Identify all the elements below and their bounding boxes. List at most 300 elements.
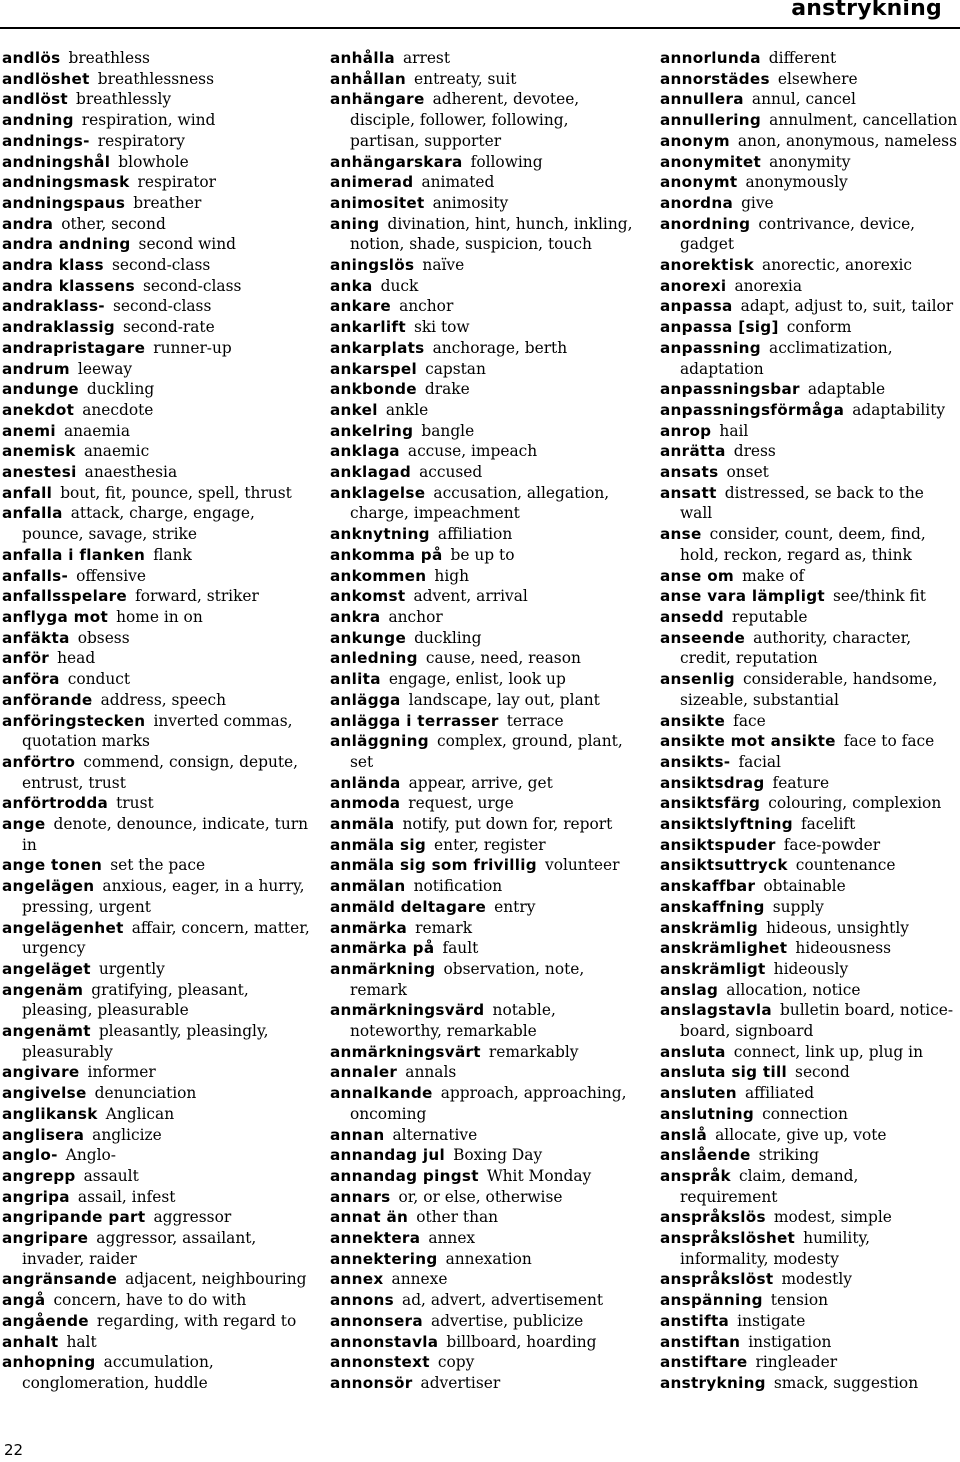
dictionary-entry: [2, 980, 312, 1021]
dictionary-entry: [2, 1269, 312, 1290]
entry-translation: annulment, cancellation: [769, 111, 958, 130]
entry-translation: connect, link up, plug in: [733, 1042, 923, 1061]
dictionary-entry: [330, 421, 640, 442]
dictionary-entry: [330, 379, 640, 400]
dictionary-entry: [2, 503, 312, 544]
dictionary-entry: [660, 193, 958, 214]
entry-headword: angå: [2, 1291, 46, 1310]
entry-translation: pleasantly, pleasingly, pleasurably: [22, 1022, 269, 1061]
entry-translation: striking: [758, 1146, 819, 1165]
entry-headword: anläggning: [330, 732, 429, 751]
entry-translation: smack, suggestion: [773, 1374, 919, 1392]
dictionary-entry: [660, 48, 958, 69]
entry-translation: annals: [405, 1063, 457, 1082]
entry-headword: ankommen: [330, 566, 427, 585]
entry-headword: anse om: [660, 566, 735, 585]
entry-headword: ange: [2, 815, 46, 834]
entry-headword: anmäla: [330, 815, 395, 834]
entry-headword: anlägga i terrasser: [330, 711, 499, 730]
dictionary-entry: [330, 566, 640, 587]
entry-headword: anlända: [330, 773, 401, 792]
dictionary-entry: [660, 773, 958, 794]
entry-headword: ansatt: [660, 483, 717, 502]
entry-headword: ansiktspuder: [660, 835, 776, 854]
dictionary-entry: [330, 897, 640, 918]
entry-headword: andningspaus: [2, 193, 126, 212]
dictionary-entry: [660, 110, 958, 131]
entry-translation: breathlessness: [97, 69, 214, 88]
dictionary-column-1: [2, 48, 312, 1394]
entry-translation: regarding, with regard to: [96, 1311, 297, 1330]
entry-translation: second-class: [143, 276, 242, 295]
entry-translation: commend, consign, depute, entrust, trust: [22, 752, 299, 792]
entry-headword: anskaffning: [660, 897, 765, 916]
entry-headword: anspråkslöshet: [660, 1229, 796, 1248]
entry-headword: ankarspel: [330, 359, 418, 378]
entry-translation: make of: [742, 566, 805, 585]
dictionary-entry: [2, 690, 312, 711]
entry-translation: animated: [421, 173, 495, 192]
entry-headword: anemi: [2, 421, 56, 440]
entry-headword: anstifta: [660, 1311, 730, 1330]
entry-headword: andrapristagare: [2, 338, 146, 357]
dictionary-entry: [2, 214, 312, 235]
entry-headword: andraklass-: [2, 297, 105, 316]
entry-headword: andrum: [2, 359, 70, 378]
entry-headword: anföringstecken: [2, 711, 146, 730]
entry-translation: runner-up: [153, 338, 232, 357]
entry-translation: remarkably: [488, 1042, 579, 1061]
entry-translation: adherent, devotee, disciple, follower, following, partisan, supporter: [350, 90, 580, 150]
entry-headword: ankarlift: [330, 318, 406, 337]
entry-translation: second-rate: [123, 318, 215, 337]
entry-headword: anfalla: [2, 504, 63, 523]
dictionary-entry: [660, 938, 958, 959]
entry-translation: Anglo-: [65, 1146, 117, 1165]
entry-translation: breathless: [68, 49, 150, 67]
entry-headword: ansikte mot ansikte: [660, 732, 836, 751]
entry-translation: advent, arrival: [413, 587, 528, 606]
entry-translation: duck: [380, 276, 419, 295]
dictionary-entry: [660, 338, 958, 379]
dictionary-entry: [330, 1083, 640, 1124]
entry-translation: second: [795, 1063, 850, 1082]
entry-headword: anse: [660, 525, 702, 544]
entry-translation: concern, have to do with: [53, 1291, 247, 1310]
dictionary-entry: [330, 731, 640, 772]
dictionary-entry: [660, 131, 958, 152]
entry-headword: anrätta: [660, 442, 726, 461]
dictionary-entry: [660, 1125, 958, 1146]
dictionary-entry: [2, 110, 312, 131]
entry-translation: consider, count, deem, find, hold, reckon, regard as, think: [680, 525, 926, 564]
entry-translation: other, second: [61, 214, 166, 233]
entry-headword: anonymt: [660, 173, 738, 192]
entry-translation: anchor: [388, 607, 443, 626]
entry-headword: angripande part: [2, 1208, 146, 1227]
entry-headword: animositet: [330, 193, 425, 212]
dictionary-entry: [330, 1249, 640, 1270]
dictionary-entry: [660, 752, 958, 773]
dictionary-entry: [330, 1228, 640, 1249]
entry-headword: anlägga: [330, 690, 401, 709]
dictionary-entry: [2, 1352, 312, 1393]
dictionary-column-2: [330, 48, 640, 1394]
entry-translation: facelift: [800, 815, 856, 834]
dictionary-entry: [660, 1332, 958, 1353]
entry-headword: annandag pingst: [330, 1166, 479, 1185]
entry-translation: tension: [770, 1291, 829, 1310]
dictionary-entry: [2, 359, 312, 380]
dictionary-entry: [2, 462, 312, 483]
entry-headword: angrepp: [2, 1166, 76, 1185]
dictionary-entry: [660, 711, 958, 732]
dictionary-entry: [2, 152, 312, 173]
entry-translation: face-powder: [783, 835, 881, 854]
entry-translation: leeway: [77, 359, 133, 378]
dictionary-entry: [2, 855, 312, 876]
entry-translation: entry: [494, 897, 536, 916]
dictionary-entry: [660, 731, 958, 752]
entry-headword: andningsmask: [2, 173, 130, 192]
dictionary-entry: [330, 214, 640, 255]
entry-translation: humility, informality, modesty: [680, 1229, 871, 1268]
dictionary-entry: [330, 1207, 640, 1228]
entry-translation: connection: [762, 1104, 848, 1123]
dictionary-entry: [660, 1145, 958, 1166]
dictionary-entry: [660, 89, 958, 110]
entry-headword: aningslös: [330, 256, 415, 275]
entry-headword: anhålla: [330, 49, 395, 67]
dictionary-entry: [2, 441, 312, 462]
entry-headword: andunge: [2, 380, 79, 399]
entry-headword: annonstavla: [330, 1332, 439, 1351]
entry-translation: second-class: [112, 297, 212, 316]
entry-headword: anspråkslöst: [660, 1270, 774, 1289]
entry-translation: accusation, allegation, charge, impeachment: [350, 483, 610, 523]
entry-headword: anonym: [660, 131, 730, 150]
entry-headword: annandag jul: [330, 1146, 446, 1165]
entry-translation: anonymity: [769, 152, 851, 171]
dictionary-entry: [330, 483, 640, 524]
entry-translation: adjacent, neighbouring: [125, 1270, 307, 1289]
entry-translation: anaemia: [63, 421, 131, 440]
page-number: 22: [4, 1441, 24, 1459]
entry-translation: capstan: [425, 359, 486, 378]
entry-headword: anspråkslös: [660, 1208, 766, 1227]
dictionary-entry: [2, 379, 312, 400]
entry-translation: hideously: [773, 959, 849, 978]
dictionary-entry: [330, 793, 640, 814]
entry-translation: denunciation: [94, 1084, 197, 1103]
dictionary-entry: [660, 1311, 958, 1332]
dictionary-entry: [660, 1269, 958, 1290]
entry-headword: ansluta: [660, 1042, 726, 1061]
entry-headword: andlöshet: [2, 69, 90, 88]
entry-headword: annaler: [330, 1063, 398, 1082]
dictionary-entry: [330, 276, 640, 297]
dictionary-entry: [2, 276, 312, 297]
dictionary-entry: [660, 814, 958, 835]
entry-headword: anfallsspelare: [2, 587, 128, 606]
entry-headword: anstiftare: [660, 1353, 748, 1372]
entry-translation: hideous, unsightly: [766, 918, 909, 937]
entry-translation: engage, enlist, look up: [388, 670, 566, 689]
entry-headword: annonsör: [330, 1374, 413, 1392]
dictionary-entry: [2, 1125, 312, 1146]
entry-translation: landscape, lay out, plant: [408, 690, 600, 709]
entry-translation: high: [434, 566, 470, 585]
entry-headword: anslutning: [660, 1104, 755, 1123]
entry-headword: anestesi: [2, 463, 77, 482]
dictionary-entry: [330, 48, 640, 69]
entry-headword: ansikts-: [660, 752, 731, 771]
entry-translation: denote, denounce, indicate, turn in: [22, 815, 309, 854]
entry-translation: bulletin board, notice-board, signboard: [680, 1001, 954, 1041]
entry-headword: ankomst: [330, 587, 406, 606]
entry-translation: notify, put down for, report: [402, 815, 613, 834]
entry-translation: breathlessly: [76, 90, 172, 109]
entry-translation: annexation: [445, 1249, 532, 1268]
entry-headword: angående: [2, 1311, 89, 1330]
entry-translation: distressed, se back to the wall: [680, 483, 924, 523]
dictionary-entry: [2, 172, 312, 193]
entry-translation: alternative: [392, 1125, 478, 1144]
entry-headword: andnings-: [2, 131, 90, 150]
entry-headword: anföra: [2, 670, 60, 689]
dictionary-entry: [330, 918, 640, 939]
entry-headword: anskrämligt: [660, 959, 766, 978]
dictionary-entry: [330, 876, 640, 897]
dictionary-entry: [330, 1269, 640, 1290]
dictionary-entry: [330, 1166, 640, 1187]
entry-translation: feature: [772, 773, 830, 792]
dictionary-entry: [2, 1207, 312, 1228]
dictionary-entry: [330, 524, 640, 545]
dictionary-entry: [2, 545, 312, 566]
entry-headword: angelägenhet: [2, 918, 124, 937]
entry-translation: considerable, handsome, sizeable, substantial: [680, 670, 938, 709]
entry-translation: ankle: [385, 400, 429, 419]
dictionary-entry: [330, 690, 640, 711]
entry-headword: anseende: [660, 628, 746, 647]
dictionary-entry: [2, 1228, 312, 1269]
entry-translation: onset: [726, 463, 769, 482]
entry-translation: gratifying, pleasant, pleasing, pleasurable: [22, 980, 249, 1020]
entry-translation: see/think fit: [833, 587, 926, 606]
dictionary-entry: [330, 648, 640, 669]
entry-translation: notable, noteworthy, remarkable: [350, 1001, 556, 1041]
dictionary-entry: [660, 276, 958, 297]
entry-translation: bout, fit, pounce, spell, thrust: [60, 483, 292, 502]
dictionary-entry: [2, 648, 312, 669]
entry-headword: anemisk: [2, 442, 76, 461]
entry-translation: Whit Monday: [486, 1166, 592, 1185]
dictionary-entry: [660, 1373, 958, 1394]
entry-translation: anxious, eager, in a hurry, pressing, urgent: [22, 877, 305, 916]
entry-translation: affiliation: [437, 525, 513, 544]
dictionary-entry: [660, 172, 958, 193]
entry-headword: andra klass: [2, 256, 104, 275]
entry-headword: annars: [330, 1187, 391, 1206]
entry-headword: anpassa: [660, 297, 733, 316]
page-guide-word: anstrykning: [791, 0, 942, 21]
entry-translation: duckling: [86, 380, 155, 399]
entry-translation: entreaty, suit: [414, 69, 517, 88]
entry-translation: authority, character, credit, reputation: [680, 628, 912, 668]
entry-headword: andra andning: [2, 235, 131, 254]
dictionary-entry: [660, 296, 958, 317]
dictionary-entry: [660, 1352, 958, 1373]
entry-headword: andra: [2, 214, 54, 233]
entry-translation: second wind: [138, 235, 236, 254]
dictionary-entry: [330, 400, 640, 421]
entry-translation: copy: [437, 1353, 475, 1372]
dictionary-entry: [2, 669, 312, 690]
dictionary-column-3: [660, 48, 958, 1394]
entry-translation: head: [57, 649, 96, 668]
dictionary-entry: [660, 317, 958, 338]
dictionary-entry: [330, 152, 640, 173]
dictionary-entry: [660, 462, 958, 483]
entry-headword: anse vara lämpligt: [660, 587, 825, 606]
entry-translation: offensive: [76, 566, 146, 585]
dictionary-entry: [660, 1104, 958, 1125]
entry-headword: anslagstavla: [660, 1001, 772, 1020]
entry-translation: allocation, notice: [726, 980, 861, 999]
entry-headword: anmälan: [330, 877, 406, 896]
entry-translation: facial: [738, 752, 781, 771]
entry-translation: flank: [153, 545, 192, 564]
entry-headword: ankunge: [330, 628, 407, 647]
entry-headword: anpassningsbar: [660, 380, 800, 399]
entry-headword: andlös: [2, 49, 61, 67]
dictionary-entry: [2, 1311, 312, 1332]
entry-headword: anhalt: [2, 1332, 59, 1351]
entry-translation: adaptability: [852, 400, 946, 419]
dictionary-entry: [330, 773, 640, 794]
entry-headword: anstrykning: [660, 1374, 766, 1392]
entry-headword: anfalla i flanken: [2, 545, 146, 564]
entry-translation: obsess: [77, 628, 130, 647]
header-rule: [0, 27, 960, 29]
entry-headword: ansluta sig till: [660, 1063, 787, 1082]
entry-translation: reputable: [732, 607, 808, 626]
entry-translation: be up to: [450, 545, 515, 564]
entry-headword: ankbonde: [330, 380, 417, 399]
entry-translation: anaesthesia: [84, 463, 178, 482]
dictionary-entry: [330, 586, 640, 607]
dictionary-entry: [330, 1125, 640, 1146]
entry-translation: adapt, adjust to, suit, tailor: [740, 297, 954, 316]
entry-translation: forward, striker: [135, 587, 259, 606]
dictionary-entry: [330, 296, 640, 317]
dictionary-entry: [2, 317, 312, 338]
entry-headword: ankare: [330, 297, 392, 316]
dictionary-entry: [660, 586, 958, 607]
entry-translation: request, urge: [408, 794, 514, 813]
dictionary-entry: [2, 193, 312, 214]
entry-headword: anknytning: [330, 525, 430, 544]
dictionary-entry: [660, 214, 958, 255]
entry-headword: ansiktsdrag: [660, 773, 765, 792]
entry-headword: anmärkningsvärt: [330, 1042, 481, 1061]
dictionary-entry: [330, 1187, 640, 1208]
entry-translation: anonymously: [745, 173, 848, 192]
dictionary-entry: [2, 1083, 312, 1104]
dictionary-entry: [2, 586, 312, 607]
entry-translation: informer: [87, 1063, 156, 1082]
entry-translation: dress: [733, 442, 776, 461]
entry-translation: Anglican: [105, 1104, 175, 1123]
entry-headword: anmäld deltagare: [330, 897, 487, 916]
dictionary-entry: [330, 607, 640, 628]
entry-headword: anklagad: [330, 463, 412, 482]
entry-headword: ankel: [330, 400, 378, 419]
entry-headword: ankra: [330, 607, 381, 626]
entry-headword: annalkande: [330, 1084, 433, 1103]
dictionary-entry: [660, 897, 958, 918]
dictionary-entry: [330, 959, 640, 1000]
entry-headword: annorlunda: [660, 49, 761, 67]
entry-translation: elsewhere: [777, 69, 858, 88]
dictionary-entry: [660, 607, 958, 628]
entry-translation: conduct: [67, 670, 131, 689]
entry-headword: anhållan: [330, 69, 406, 88]
dictionary-entry: [660, 876, 958, 897]
dictionary-entry: [2, 1062, 312, 1083]
entry-translation: annexe: [391, 1270, 448, 1289]
entry-translation: respiratory: [97, 131, 185, 150]
entry-translation: trust: [116, 794, 154, 813]
entry-translation: countenance: [795, 856, 896, 875]
dictionary-entry: [660, 1083, 958, 1104]
dictionary-entry: [330, 938, 640, 959]
dictionary-entry: [2, 793, 312, 814]
dictionary-entry: [660, 1062, 958, 1083]
dictionary-entry: [660, 1000, 958, 1041]
entry-headword: anspråk: [660, 1166, 731, 1185]
entry-headword: anka: [330, 276, 373, 295]
dictionary-entry: [660, 69, 958, 90]
dictionary-entry: [330, 855, 640, 876]
entry-translation: accuse, impeach: [407, 442, 538, 461]
dictionary-entry: [330, 255, 640, 276]
entry-translation: attack, charge, engage, pounce, savage, strike: [22, 504, 255, 544]
entry-headword: ankarplats: [330, 338, 425, 357]
entry-headword: anmäla sig: [330, 835, 426, 854]
entry-headword: anhängarskara: [330, 152, 463, 171]
entry-translation: accused: [419, 463, 483, 482]
dictionary-entry: [660, 441, 958, 462]
entry-translation: home in on: [116, 607, 203, 626]
entry-translation: different: [768, 49, 837, 67]
dictionary-entry: [330, 69, 640, 90]
entry-translation: give: [741, 193, 774, 212]
entry-headword: angeläget: [2, 959, 91, 978]
entry-translation: appear, arrive, get: [408, 773, 553, 792]
entry-headword: anspänning: [660, 1291, 763, 1310]
entry-translation: other than: [416, 1208, 499, 1227]
dictionary-entry: [330, 359, 640, 380]
entry-translation: urgently: [98, 959, 165, 978]
entry-headword: annullering: [660, 111, 762, 130]
entry-headword: anmoda: [330, 794, 401, 813]
entry-translation: anorectic, anorexic: [762, 256, 913, 275]
dictionary-entry: [330, 711, 640, 732]
entry-headword: anförtro: [2, 752, 76, 771]
entry-headword: anorexi: [660, 276, 727, 295]
